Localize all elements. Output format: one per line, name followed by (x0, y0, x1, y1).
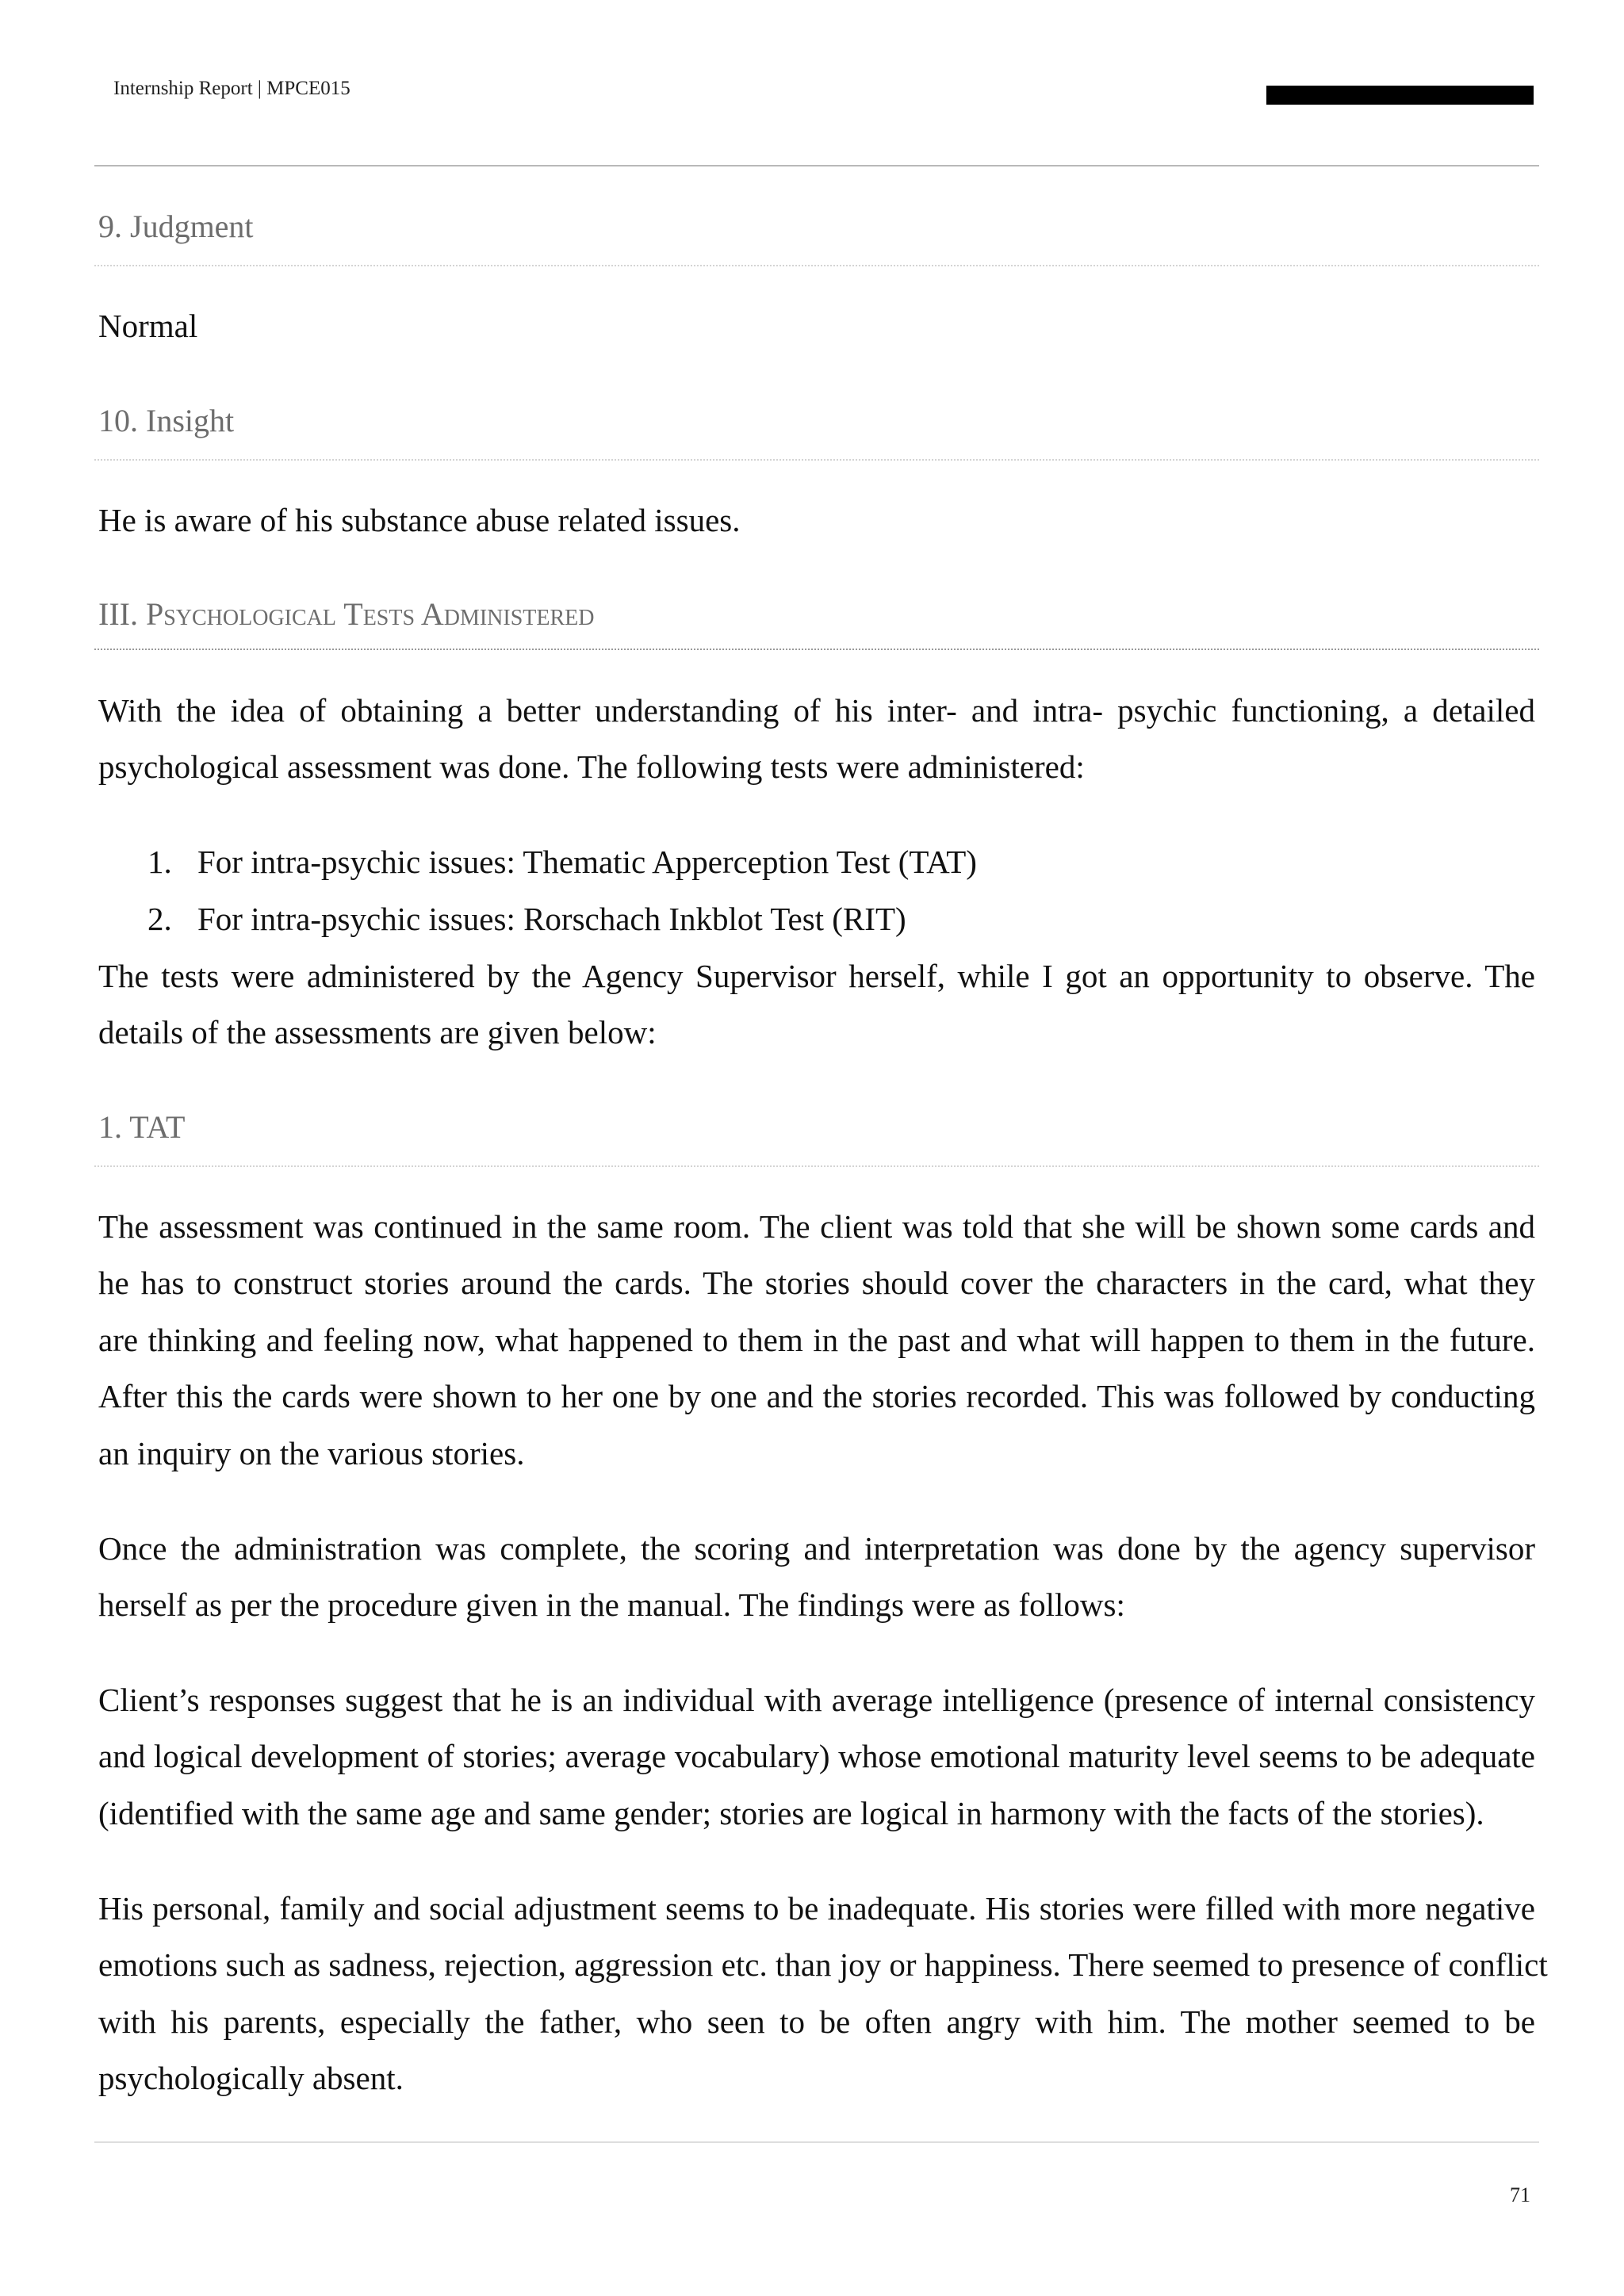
admin-note-line: The tests were administered by the Agency Supervisor herself, while I got an opportunity to observe. The (98, 958, 1535, 994)
tat-para1-line: After this the cards were shown to her one by one and the stories recorded. This was followed by conducting (98, 1378, 1535, 1414)
judgment-text: Normal (98, 308, 198, 344)
intro-line: With the idea of obtaining a better understanding of his inter- and intra- psychic functioning, a detailed (98, 692, 1535, 729)
tat-para4-line: with his parents, especially the father, who seen to be often angry with him. The mother seemed to be (98, 2003, 1535, 2040)
admin-note-line: details of the assessments are given below: (98, 1014, 657, 1050)
tat-para2-line: Once the administration was complete, the scoring and interpretation was done by the agency supervisor (98, 1530, 1535, 1567)
list-item-text: For intra-psychic issues: Thematic Apperception Test (TAT) (197, 844, 977, 880)
tat-para4-line: psychologically absent. (98, 2060, 404, 2096)
section-heading-tat: 1. TAT (98, 1109, 186, 1145)
list-item-number: 1. (147, 844, 172, 880)
header-title: Internship Report | MPCE015 (113, 78, 350, 99)
heading-underline (94, 649, 1539, 650)
list-item-text: For intra-psychic issues: Rorschach Inkblot Test (RIT) (197, 901, 906, 937)
intro-line: psychological assessment was done. The following tests were administered: (98, 748, 1085, 785)
heading-underline (94, 265, 1539, 266)
heading-underline (94, 1165, 1539, 1167)
footer-divider (94, 2141, 1539, 2143)
tat-para1-line: he has to construct stories around the cards. The stories should cover the characters in the card, what they (98, 1265, 1535, 1301)
section-heading-judgment: 9. Judgment (98, 209, 254, 244)
tat-para1-line: are thinking and feeling now, what happened to them in the past and what will happen to them in the future. (98, 1322, 1535, 1358)
tat-para3-line: (identified with the same age and same gender; stories are logical in harmony with the facts of the stories). (98, 1795, 1484, 1831)
tat-para1-line: The assessment was continued in the same room. The client was told that she will be shown some cards and (98, 1208, 1535, 1245)
section-heading-tests: III. Psychological Tests Administered (98, 596, 595, 632)
tat-para3-line: Client’s responses suggest that he is an individual with average intelligence (presence of internal consistency (98, 1682, 1535, 1718)
section-heading-insight: 10. Insight (98, 403, 235, 438)
page-number: 71 (1510, 2183, 1530, 2206)
tat-para3-line: and logical development of stories; average vocabulary) whose emotional maturity level seems to be adequate (98, 1738, 1535, 1774)
header-divider (94, 165, 1539, 166)
redaction-bar (1266, 86, 1534, 105)
heading-underline (94, 459, 1539, 461)
tat-para2-line: herself as per the procedure given in the manual. The findings were as follows: (98, 1586, 1125, 1623)
tat-para4-line: His personal, family and social adjustment seems to be inadequate. His stories were filled with more negative (98, 1890, 1535, 1927)
insight-text: He is aware of his substance abuse related issues. (98, 502, 741, 538)
list-item-number: 2. (147, 901, 172, 937)
tat-para1-line: an inquiry on the various stories. (98, 1435, 525, 1471)
tat-para4-line: emotions such as sadness, rejection, aggression etc. than joy or happiness. There seemed to presence of conflict (98, 1946, 1548, 1983)
